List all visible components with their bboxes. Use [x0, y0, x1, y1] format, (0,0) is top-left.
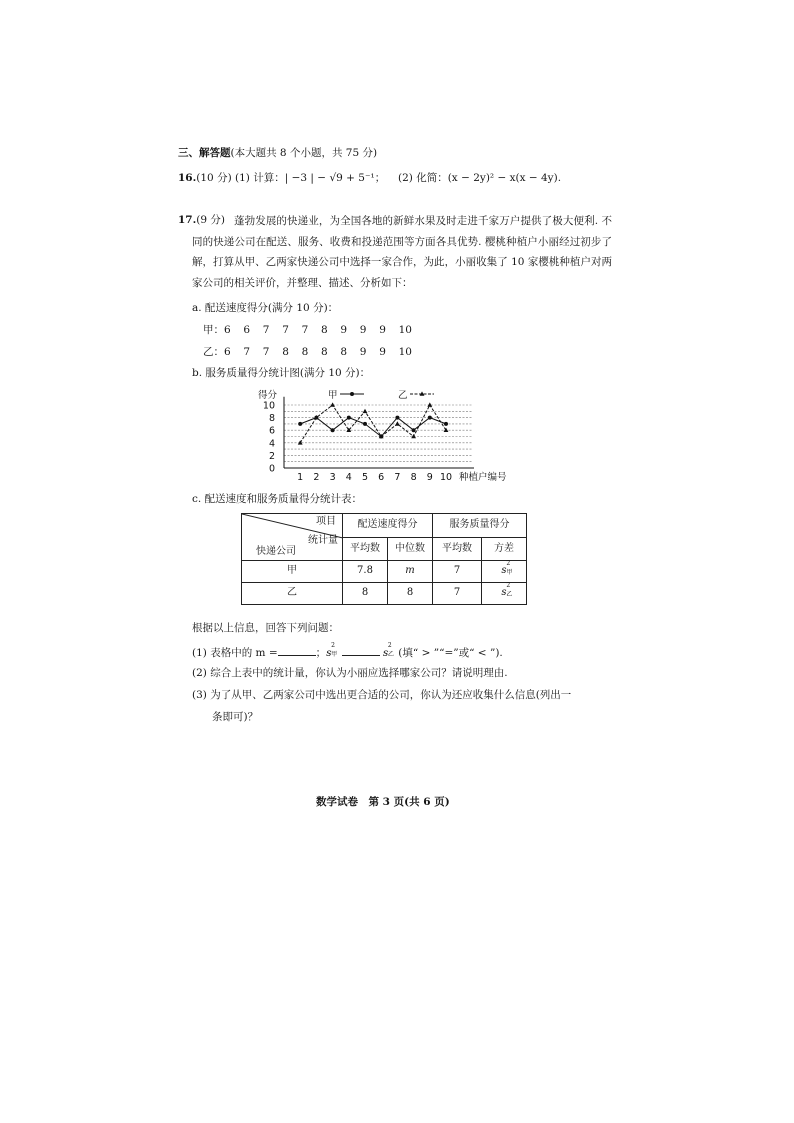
- score-value: 7: [282, 324, 289, 336]
- data-point: [331, 428, 335, 432]
- q16-part1: (1) 计算：| −3 | − √9 + 5⁻¹；: [235, 172, 386, 184]
- q17-part-a: a. 配送速度得分(满分 10 分)：: [192, 302, 339, 314]
- score-value: 7: [262, 324, 270, 336]
- jia-speed-row: [203, 324, 224, 337]
- data-point: [363, 422, 367, 426]
- yi-speed-row: [203, 346, 224, 359]
- section-note: (本大题共 8 个小题，共 75 分): [230, 147, 378, 159]
- x-tick-label: 8: [410, 472, 417, 483]
- header-group-service: 服务质量得分: [433, 514, 527, 538]
- data-point: [427, 402, 432, 406]
- chart-ylabel: 得分: [258, 390, 278, 401]
- answer-blank-m[interactable]: [278, 645, 316, 656]
- data-point: [395, 416, 399, 420]
- q17-part-b: b. 服务质量得分统计图(满分 10 分)：: [192, 367, 371, 379]
- row-mean-service: 7: [433, 561, 482, 583]
- y-tick-label: 6: [268, 425, 275, 437]
- score-value: 8: [321, 346, 328, 358]
- data-point: [395, 421, 400, 425]
- stats-table: [241, 513, 527, 605]
- row-variance: s 2 甲: [482, 561, 527, 583]
- chart-xlabel: 种植户编号: [459, 472, 507, 483]
- corner-bottom-label: 快递公司: [256, 545, 296, 557]
- score-value: 7: [301, 324, 309, 336]
- x-tick-label: 2: [313, 472, 320, 483]
- data-point: [330, 402, 335, 406]
- score-value: 6: [224, 324, 231, 336]
- q16-part2: (2) 化简：(x − 2y)² − x(x − 4y).: [398, 172, 562, 184]
- header-mean-service: 平均数: [433, 537, 482, 561]
- after-table-text: 根据以上信息，回答下列问题：: [192, 622, 339, 634]
- score-value: 9: [379, 346, 386, 358]
- score-value: 10: [398, 346, 412, 358]
- table-row: [242, 561, 527, 583]
- score-value: 9: [359, 324, 367, 336]
- q17-sub3-line1: (3) 为了从甲、乙两家公司中选出更合适的公司，你认为还应收集什么信息(列出一: [192, 689, 572, 701]
- table-corner: [242, 514, 343, 561]
- x-tick-label: 7: [394, 472, 401, 483]
- legend-marker: [350, 392, 354, 396]
- score-value: 9: [379, 324, 386, 336]
- score-value: 8: [340, 346, 348, 358]
- corner-top-label: 项目: [316, 516, 336, 527]
- answer-blank-compare[interactable]: [342, 645, 380, 656]
- chart-grid: [284, 405, 472, 462]
- score-value: 8: [321, 324, 328, 336]
- x-tick-label: 6: [378, 472, 385, 483]
- s2-jia: s 2 甲: [326, 642, 338, 659]
- score-value: 8: [301, 346, 309, 358]
- row-median: m: [388, 561, 433, 583]
- section-title: 三、解答题: [178, 147, 231, 159]
- q17-intro: 蓬勃发展的快递业，为全国各地的新鲜水果及时走进千家万户提供了极大便利. 不同的快递公司在配送、服务、收费和投递范围等方面各具优势. 樱桃种植户小丽经过初步了解，打算从甲、乙两家快递公司中选择一家合作，为此，小丽收集了 10 家樱桃种植户对两家公司的相关评价，并整理、描述、分析如下：: [192, 215, 612, 289]
- data-point: [347, 416, 351, 420]
- x-tick-label: 10: [439, 472, 453, 483]
- legend-label: 乙: [398, 390, 408, 401]
- x-tick-label: 4: [345, 472, 352, 483]
- corner-mid-label: 统计量: [308, 535, 338, 546]
- score-value: 7: [262, 346, 270, 358]
- score-value: 6: [243, 324, 251, 336]
- legend-label: 甲: [328, 390, 338, 401]
- jia-label: 甲：: [203, 324, 224, 336]
- row-company: 乙: [242, 583, 343, 605]
- y-tick-label: 10: [262, 400, 275, 412]
- x-tick-label: 3: [329, 472, 336, 483]
- score-value: 10: [398, 324, 412, 336]
- service-quality-chart: [256, 384, 516, 484]
- score-value: 7: [243, 346, 251, 358]
- q16-number: 16.: [178, 172, 197, 184]
- s2-yi: s 2 乙: [382, 642, 394, 659]
- q17-part-c: c. 配送速度和服务质量得分统计表：: [192, 493, 363, 505]
- q17-sub2: (2) 综合上表中的统计量，你认为小丽应选择哪家公司？请说明理由.: [192, 667, 508, 679]
- chart-ticks: [263, 401, 452, 484]
- header-variance: 方差: [482, 537, 527, 561]
- data-point: [412, 428, 416, 432]
- page-footer: 数学试卷 第 3 页(共 6 页): [316, 796, 450, 808]
- yi-label: 乙：: [203, 346, 224, 358]
- q17-points: (9 分): [196, 214, 225, 226]
- score-value: 8: [282, 346, 289, 358]
- header-group-speed: 配送速度得分: [343, 514, 433, 538]
- question-16: [178, 172, 385, 185]
- header-mean-speed: 平均数: [343, 537, 388, 561]
- y-tick-label: 0: [268, 463, 275, 475]
- row-mean-service: 7: [433, 583, 482, 605]
- score-value: 9: [359, 346, 367, 358]
- row-variance: s 2 乙: [482, 583, 527, 605]
- table-row: [242, 583, 527, 605]
- series-line-0: [300, 418, 446, 437]
- q17-sub1: (1) 表格中的 m = ；s 2 甲 s 2 乙 (填“ > ”“=”或“ < ”).: [192, 642, 503, 659]
- header-median: 中位数: [388, 537, 433, 561]
- data-point: [444, 422, 448, 426]
- y-tick-label: 8: [268, 413, 275, 425]
- section-header: [178, 147, 377, 160]
- x-tick-label: 5: [361, 472, 369, 483]
- y-tick-label: 4: [268, 438, 275, 450]
- chart-series: [298, 402, 449, 444]
- data-point: [363, 409, 368, 413]
- q17-number: 17.(9 分): [178, 214, 225, 226]
- row-company: 甲: [242, 561, 343, 583]
- q17-sub3-line2: 条即可)？: [212, 711, 259, 723]
- score-value: 6: [224, 346, 231, 358]
- q16-points: (10 分): [196, 172, 232, 184]
- row-mean-speed: 7.8: [343, 561, 388, 583]
- x-tick-label: 1: [297, 472, 304, 483]
- score-value: 9: [340, 324, 348, 336]
- y-tick-label: 2: [268, 450, 275, 462]
- data-point: [428, 416, 432, 420]
- chart-legend: [328, 390, 434, 401]
- row-median: 8: [388, 583, 433, 605]
- data-point: [298, 422, 302, 426]
- x-tick-label: 9: [426, 472, 433, 483]
- row-mean-speed: 8: [343, 583, 388, 605]
